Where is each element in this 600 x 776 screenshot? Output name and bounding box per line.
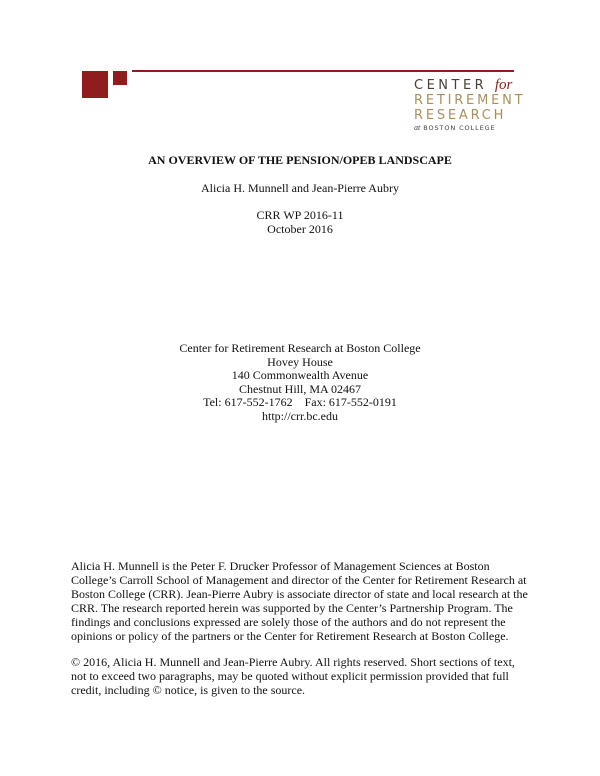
bio-line: CRR. The research reported herein was supported by the Center’s Partnership Program. The [71, 601, 513, 615]
paper-date: October 2016 [267, 221, 333, 236]
copyright-paragraph [71, 655, 531, 697]
logo-line-research: RESEARCH [414, 108, 507, 123]
copyright-line: credit, including © notice, is given to the source. [71, 683, 306, 697]
copyright-line: © 2016, Alicia H. Munnell and Jean-Pierre Aubry. All rights reserved. Short sections of text, [71, 655, 515, 669]
address-url[interactable]: http://crr.bc.edu [262, 408, 338, 423]
address-city: Chestnut Hill, MA 02467 [238, 381, 361, 396]
logo-line-center: CENTER for [414, 77, 513, 93]
logo-line-boston-college: at BOSTON COLLEGE [414, 123, 496, 132]
bio-line: opinions or policy of the partners or the Center for Retirement Research at Boston College. [71, 629, 509, 643]
header-rule [132, 70, 514, 72]
address-phone-fax: Tel: 617-552-1762 Fax: 617-552-0191 [203, 395, 397, 410]
bio-line: Alicia H. Munnell is the Peter F. Drucker Professor of Management Sciences at Boston [71, 559, 490, 573]
author-bio-paragraph [71, 559, 531, 643]
address-street: 140 Commonwealth Avenue [231, 368, 369, 383]
working-paper-info [0, 209, 600, 236]
crr-logo [414, 78, 524, 133]
address-building: Hovey House [267, 354, 333, 369]
bio-line: findings and conclusions expressed are solely those of the authors and do not represent the [71, 615, 506, 629]
logo-line-retirement: RETIREMENT [414, 93, 526, 108]
bio-line: College’s Carroll School of Management and director of the Center for Retirement Research at [71, 573, 527, 587]
paper-authors: Alicia H. Munnell and Jean-Pierre Aubry [201, 181, 399, 195]
paper-id: CRR WP 2016-11 [256, 208, 344, 222]
address-org: Center for Retirement Research at Boston College [179, 341, 421, 355]
logo-square-small [113, 71, 127, 85]
address-block [0, 342, 600, 424]
paper-title: AN OVERVIEW OF THE PENSION/OPEB LANDSCAPE [148, 153, 452, 167]
copyright-line: not to exceed two paragraphs, may be quoted without explicit permission provided that full [71, 669, 509, 683]
bio-line: Boston College (CRR). Jean-Pierre Aubry is associate director of state and local research at the [71, 587, 528, 601]
logo-square-large [82, 71, 108, 98]
